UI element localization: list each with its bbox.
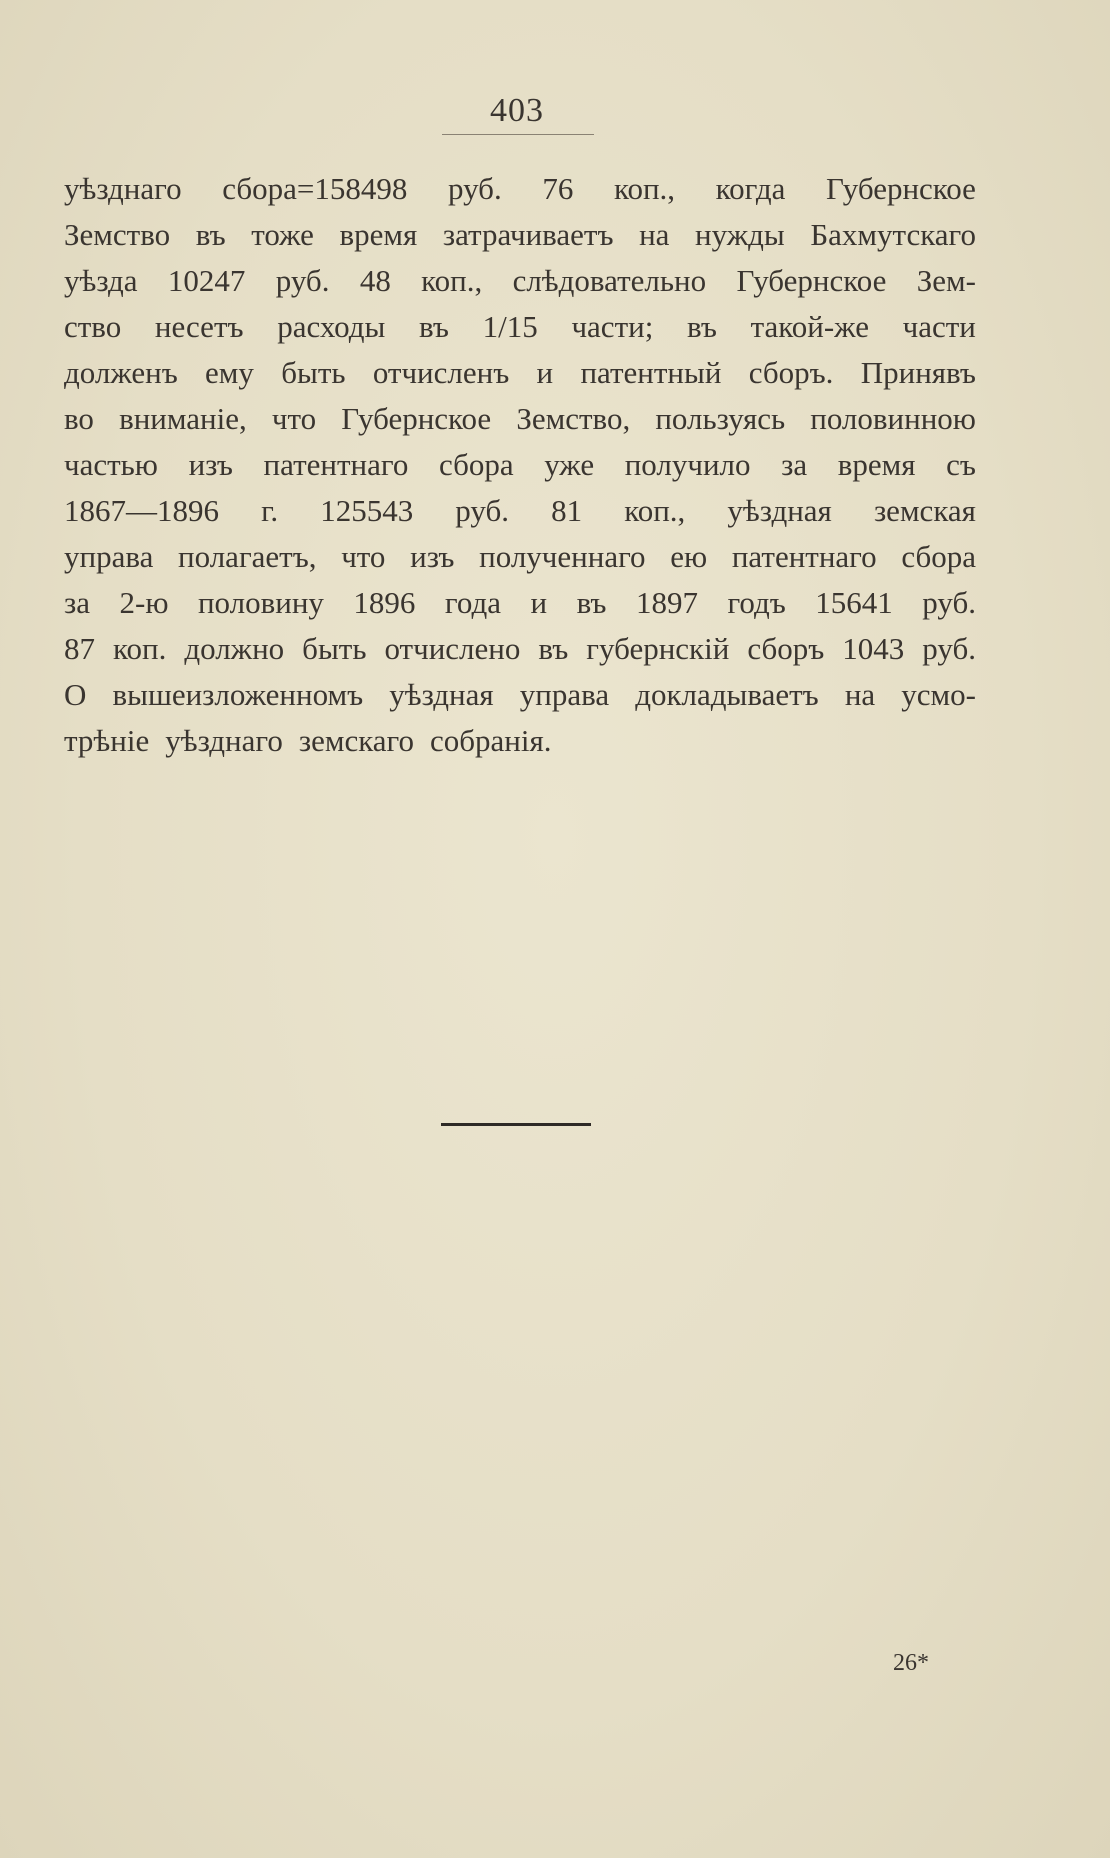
word: изъ — [410, 539, 455, 574]
word: вниманіе, — [119, 401, 247, 436]
word: части — [902, 309, 976, 344]
word: вышеизложенномъ — [112, 677, 364, 712]
word: 2-ю — [119, 585, 169, 620]
word: на — [844, 677, 876, 712]
word: коп., — [624, 493, 686, 528]
text-line — [64, 488, 976, 534]
word: полагаетъ, — [178, 539, 317, 574]
text-line — [64, 396, 976, 442]
word: Бахмутскаго — [810, 217, 976, 252]
word: въ — [538, 631, 569, 666]
word: руб. — [455, 493, 510, 528]
word: и — [536, 355, 554, 390]
word: слѣдовательно — [512, 263, 707, 298]
word: за — [781, 447, 808, 482]
word: годъ — [727, 585, 786, 620]
text-line — [64, 304, 976, 350]
word: ею — [670, 539, 708, 574]
word: 1043 — [842, 631, 905, 666]
word: отчисленъ — [372, 355, 510, 390]
word: половинною — [810, 401, 976, 436]
word: коп., — [613, 171, 676, 206]
word: когда — [715, 171, 786, 206]
word: уѣздная — [389, 677, 494, 712]
text-line — [64, 580, 976, 626]
word: усмо- — [901, 677, 976, 712]
word: собранія. — [430, 723, 552, 758]
word: 1896 — [353, 585, 416, 620]
word: Губернское — [736, 263, 887, 298]
word: сборъ — [747, 631, 825, 666]
word: въ — [576, 585, 607, 620]
word: Зем- — [916, 263, 976, 298]
word: О — [64, 677, 87, 712]
word: уже — [544, 447, 595, 482]
word: коп., — [421, 263, 483, 298]
word: долженъ — [64, 355, 178, 390]
word: 48 — [359, 263, 391, 298]
body-text — [64, 166, 976, 764]
word: во — [64, 401, 94, 436]
word: пользуясь — [655, 401, 786, 436]
word: сбора=158498 — [222, 171, 408, 206]
text-line — [64, 672, 976, 718]
signature-mark: 26* — [893, 1650, 929, 1676]
word: патентный — [580, 355, 722, 390]
word: руб. — [275, 263, 330, 298]
text-line — [64, 258, 976, 304]
word: управа — [64, 539, 154, 574]
word: Земство, — [516, 401, 631, 436]
word: трѣніе — [64, 723, 150, 758]
word: ство — [64, 309, 122, 344]
word: 15641 — [815, 585, 893, 620]
word: тоже — [251, 217, 314, 252]
word: время — [837, 447, 916, 482]
word: Губернское — [826, 171, 976, 206]
text-line — [64, 718, 976, 764]
word: затрачиваетъ — [442, 217, 614, 252]
word: уѣзднаго — [64, 171, 182, 206]
text-line — [64, 534, 976, 580]
word: изъ — [188, 447, 233, 482]
word: 76 — [542, 171, 574, 206]
text-line — [64, 212, 976, 258]
word: Земство — [64, 217, 171, 252]
word: Принявъ — [860, 355, 976, 390]
word: сбора — [438, 447, 514, 482]
word: получило — [624, 447, 751, 482]
word: за — [64, 585, 91, 620]
word: и — [530, 585, 548, 620]
word: въ — [419, 309, 449, 344]
word: губернскій — [586, 631, 730, 666]
word: патентнаго — [263, 447, 409, 482]
word: докладываетъ — [635, 677, 819, 712]
word: Губернское — [341, 401, 492, 436]
word: 1867—1896 — [64, 493, 219, 528]
word: 1897 — [635, 585, 698, 620]
word: должно — [184, 631, 285, 666]
word: расходы — [277, 309, 386, 344]
word: отчислено — [384, 631, 521, 666]
word: на — [639, 217, 670, 252]
header-rule — [442, 134, 594, 135]
word: частью — [64, 447, 158, 482]
word: въ — [687, 309, 717, 344]
word: руб. — [922, 585, 976, 620]
word: время — [339, 217, 418, 252]
word: 125543 — [320, 493, 414, 528]
word: г. — [261, 493, 279, 528]
word: такой-же — [750, 309, 869, 344]
word: земская — [873, 493, 976, 528]
text-line — [64, 350, 976, 396]
text-line — [64, 442, 976, 488]
word: въ — [195, 217, 226, 252]
word: уѣзднаго — [165, 723, 283, 758]
word: руб. — [448, 171, 502, 206]
word: коп. — [113, 631, 167, 666]
word: что — [341, 539, 386, 574]
page-number: 403 — [490, 92, 544, 129]
word: что — [271, 401, 317, 436]
word: быть — [302, 631, 367, 666]
fraction: 1/15 — [482, 309, 538, 344]
word: года — [444, 585, 501, 620]
word: полученнаго — [479, 539, 646, 574]
word: быть — [281, 355, 346, 390]
word: несетъ — [154, 309, 244, 344]
word: сбора — [901, 539, 976, 574]
word: управа — [519, 677, 610, 712]
word: патентнаго — [731, 539, 877, 574]
word: руб. — [922, 631, 976, 666]
word: части; — [571, 309, 654, 344]
word: 81 — [551, 493, 583, 528]
section-end-rule — [441, 1123, 591, 1126]
word: уѣздная — [727, 493, 832, 528]
word: земскаго — [298, 723, 415, 758]
word: 87 — [64, 631, 95, 666]
word: половину — [197, 585, 324, 620]
text-line — [64, 626, 976, 672]
text-line — [64, 166, 976, 212]
word: сборъ. — [748, 355, 834, 390]
word: 10247 — [167, 263, 246, 298]
word: уѣзда — [64, 263, 138, 298]
word: ему — [205, 355, 254, 390]
word: нужды — [695, 217, 785, 252]
word: съ — [946, 447, 976, 482]
